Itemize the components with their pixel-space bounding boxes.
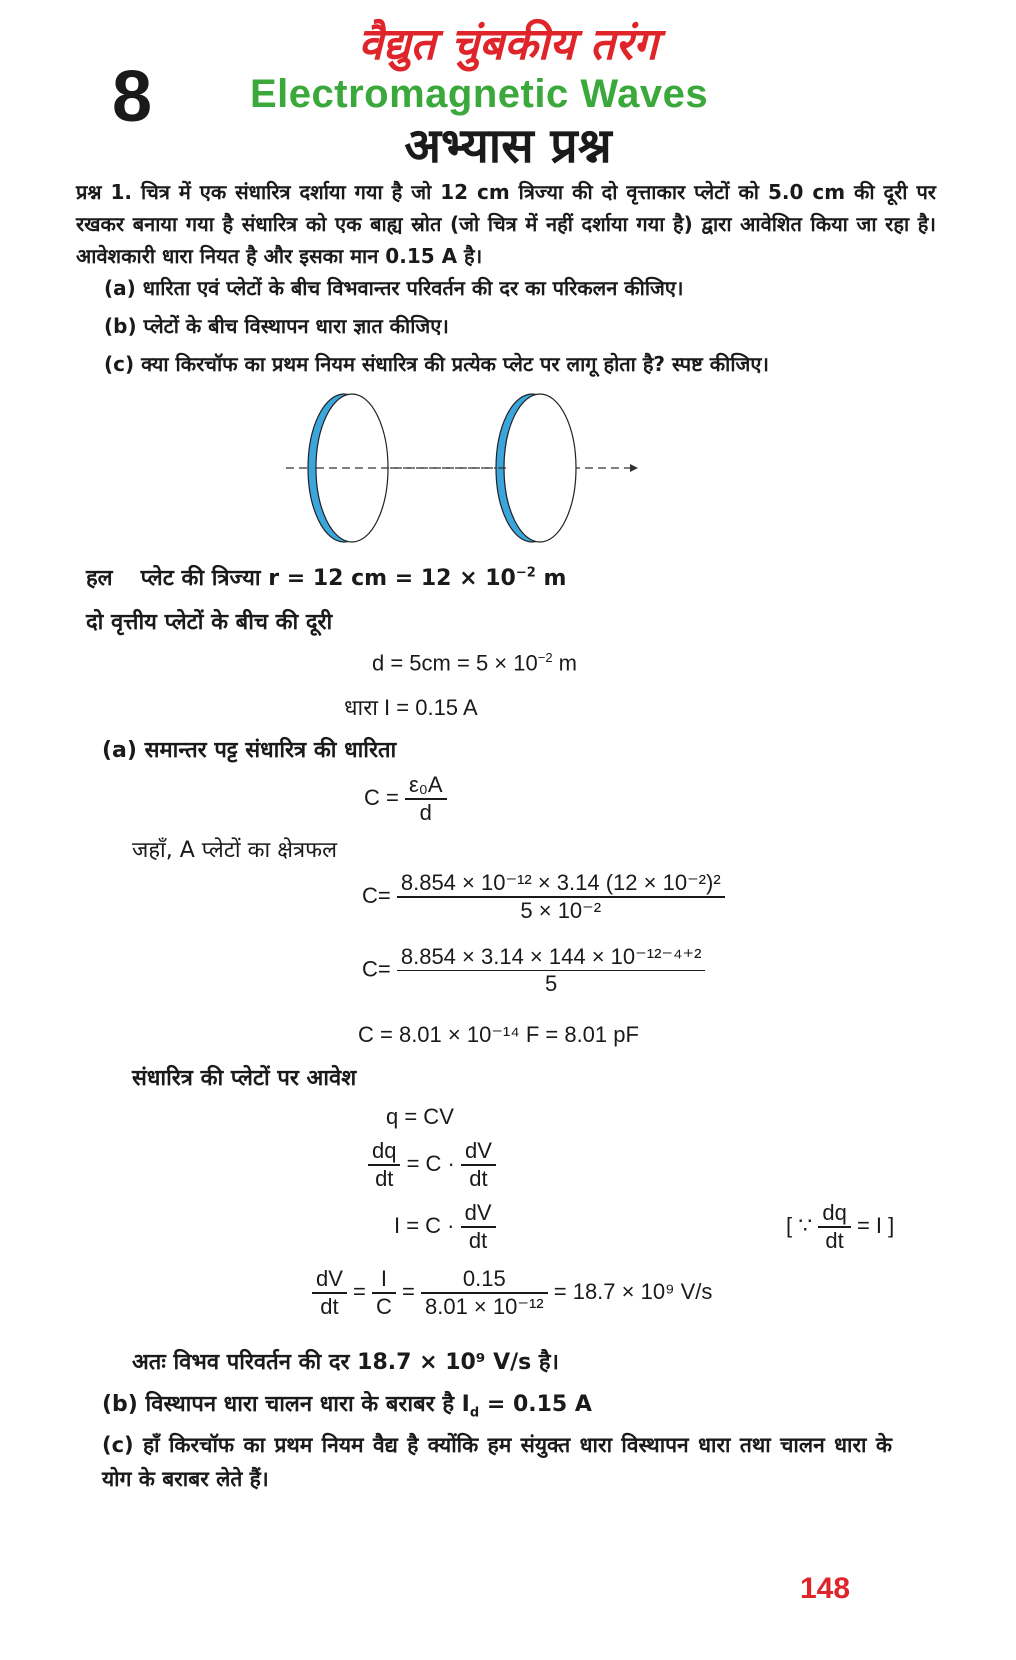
answer-c: (c) हाँ किरचॉफ का प्रथम नियम वैद्य है क्योंकि हम संयुक्त धारा विस्थापन धारा तथा चालन धारा के योग के बराबर लेते हैं। — [102, 1433, 892, 1491]
answer-b: (b) विस्थापन धारा चालन धारा के बराबर है $I_d = 0.15$ A — [102, 1392, 592, 1421]
question-part-b: (b) प्लेटों के बीच विस्थापन धारा ज्ञात कीजिए। — [104, 314, 449, 338]
part-a-label: (a) समान्तर पट्ट संधारित्र की धारिता — [102, 738, 397, 763]
current-equation: धारा I = 0.15 A — [344, 695, 478, 720]
capacitance-simplified: C= $\frac{\text{8.854 × 3.14 × 144 × 10⁻¹²⁻⁴⁺²}}{5}$ — [362, 944, 705, 997]
answer-a: अतः विभव परिवर्तन की दर 18.7 × 10⁹ V/s है। — [132, 1350, 559, 1375]
capacitor-plates-figure — [280, 388, 640, 548]
radius-line: हल प्लेट की त्रिज्या r = 12 cm = $12 \times 10^{-2}$ m — [86, 565, 567, 591]
distance-label: दो वृत्तीय प्लेटों के बीच की दूरी — [86, 610, 333, 635]
question-part-c: (c) क्या किरचॉफ का प्रथम नियम संधारित्र की प्रत्येक प्लेट पर लागू होता है? स्पष्ट कीजिए। — [104, 352, 769, 376]
hal-label: हल — [86, 566, 113, 591]
section-title: अभ्यास प्रश्न — [404, 118, 612, 174]
bracket-note: [ ∵ $\frac{dq}{dt}$ = I ] — [786, 1200, 895, 1253]
voltage-rate-equation: $\frac{dV}{dt}$ = $\frac{I}{C}$ = $\frac{0.15}{\text{8.01 × 10⁻¹²}}$ = 18.7 × 10⁹ V/s — [312, 1266, 712, 1320]
axis-arrow — [630, 464, 638, 472]
capacitance-formula: C = $\frac{\text{ε₀A}}{d}$ — [364, 772, 447, 826]
area-note: जहाँ, A प्लेटों का क्षेत्रफल — [132, 838, 337, 863]
charge-equation: q = CV — [386, 1104, 454, 1129]
distance-equation: $d = 5cm = 5 \times 10^{-2}$ m — [372, 650, 578, 676]
capacitance-result: C = 8.01 × 10⁻¹⁴ F = 8.01 pF — [358, 1022, 639, 1047]
chapter-number: 8 — [112, 57, 153, 137]
dq-dt-equation: $\frac{dq}{dt}$ = C · $\frac{dV}{dt}$ — [368, 1138, 496, 1192]
plate-2-face — [504, 394, 576, 542]
hindi-chapter-title: वैद्युत चुंबकीय तरंग — [358, 19, 658, 70]
question-text: प्रश्न 1. चित्र में एक संधारित्र दर्शाया गया है जो 12 cm त्रिज्या की दो वृत्ताकार प्लेटों को 5.0 cm की दूरी पर रखकर बनाया गया है संधारित्र को एक बाह्य स्रोत (जो चित्र में नहीं दर्शाया गया है) द्वारा आवेशित किया जा रहा है। आवेशकारी धारा नियत है और इसका मान 0.15 A है। — [76, 180, 936, 268]
charge-label: संधारित्र की प्लेटों पर आवेश — [132, 1066, 357, 1091]
plate-1-face — [316, 394, 388, 542]
english-chapter-title: Electromagnetic Waves — [250, 72, 709, 116]
capacitance-substitution: C= $\frac{\text{8.854 × 10⁻¹² × 3.14 (12 × 10⁻²)²}}{\text{5 × 10⁻²}}$ — [362, 870, 725, 924]
page-number: 148 — [800, 1572, 851, 1605]
question-part-a: (a) धारिता एवं प्लेटों के बीच विभवान्तर परिवर्तन की दर का परिकलन कीजिए। — [104, 276, 684, 300]
current-relation: I = C · $\frac{dV}{dt}$ — [394, 1200, 496, 1254]
